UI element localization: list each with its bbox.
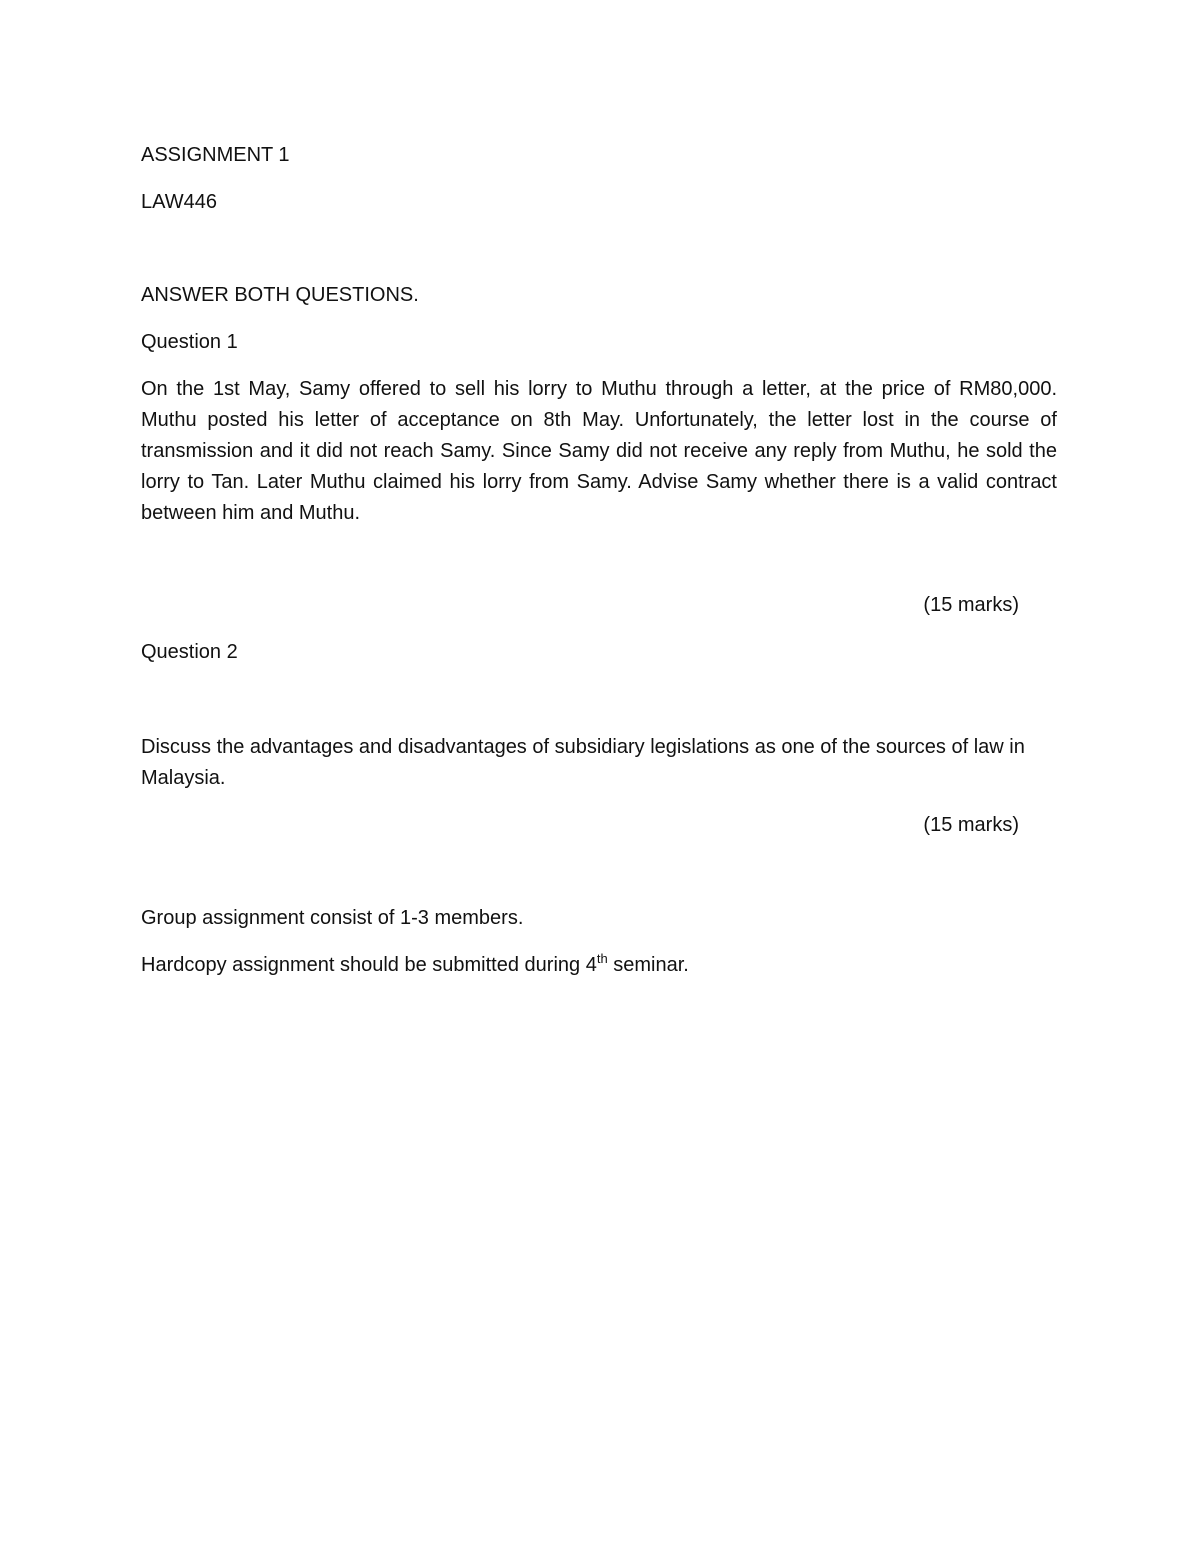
instruction-text: ANSWER BOTH QUESTIONS. — [141, 284, 419, 306]
course-code: LAW446 — [141, 191, 217, 213]
question-1-marks: (15 marks) — [923, 594, 1019, 616]
question-2-heading: Question 2 — [141, 641, 238, 663]
question-1-body: On the 1st May, Samy offered to sell his lorry to Muthu through a letter, at the price of RM80,000. Muthu posted his letter of acceptance on 8th May. Unfortunately, the letter lost in the course of transmission and it did not reach Samy. Since Samy did not receive any reply from Muthu, he sold the lorry to Tan. Later Muthu claimed his lorry from Samy. Advise Samy whether there is a valid contract between him and Muthu. — [141, 378, 1057, 524]
question-2-body: Discuss the advantages and disadvantages of subsidiary legislations as one of the sources of law in Malaysia. — [141, 736, 1025, 789]
question-2-marks: (15 marks) — [923, 814, 1019, 836]
hardcopy-note-superscript: th — [596, 951, 608, 966]
question-1-heading: Question 1 — [141, 331, 238, 353]
hardcopy-note-end: seminar. — [607, 954, 689, 976]
assignment-title: ASSIGNMENT 1 — [141, 144, 290, 166]
group-note: Group assignment consist of 1-3 members. — [141, 907, 524, 929]
hardcopy-note-text: Hardcopy assignment should be submitted during 4 — [141, 954, 597, 976]
hardcopy-note — [141, 950, 689, 981]
